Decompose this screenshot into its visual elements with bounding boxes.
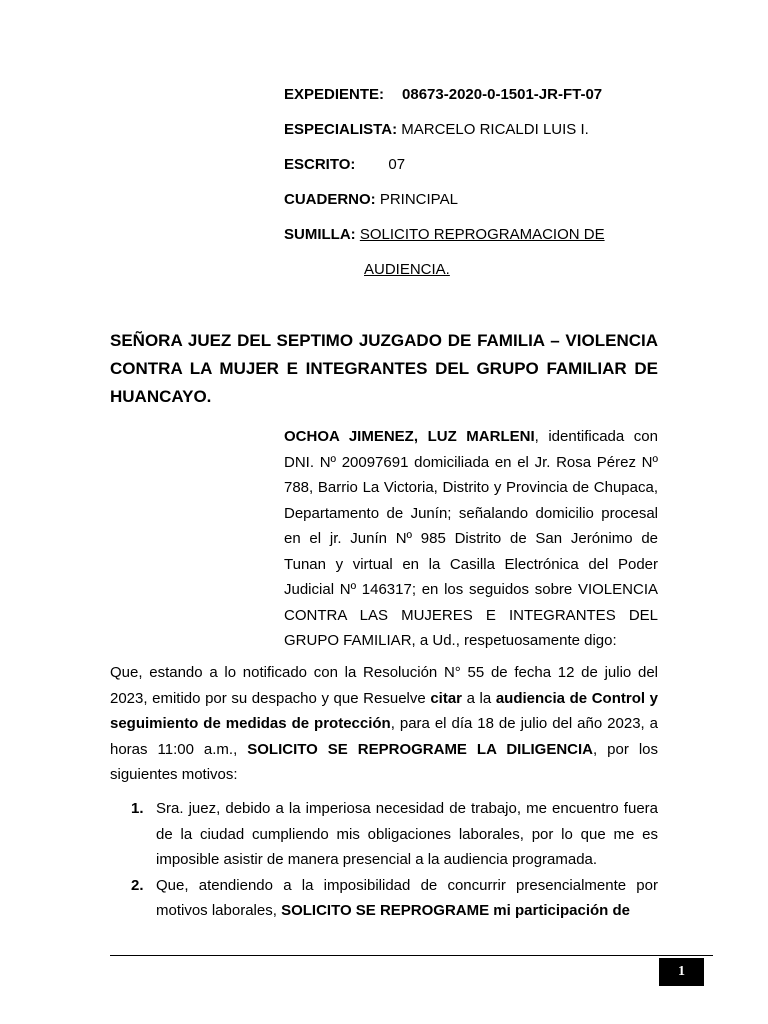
especialista-label: ESPECIALISTA: (284, 121, 398, 138)
footer-divider (110, 955, 713, 956)
sumilla-value-line1: SOLICITO REPROGRAMACION DE (359, 226, 605, 243)
escrito-value: 07 (388, 156, 406, 173)
case-header (284, 86, 704, 296)
reasons-list (110, 796, 658, 924)
expediente-label: EXPEDIENTE: (284, 86, 385, 103)
body-bold-citar: citar (430, 689, 463, 707)
list-text: Que, atendiendo a la imposibilidad de concurrir presencialmente por motivos laborales, (156, 876, 658, 919)
list-text: Sra. juez, debido a la imperiosa necesidad de trabajo, me encuentro fuera de la ciudad cumpliendo mis obligaciones laborales, por lo que me es imposible asistir de manera presencial a la audiencia programada. (156, 800, 658, 868)
especialista-row (284, 121, 704, 156)
body-bold-audiencia: audiencia de Control y seguimiento de medidas de protección (110, 689, 658, 732)
list-item (110, 796, 658, 873)
list-item (110, 873, 658, 924)
sumilla-row (284, 226, 704, 261)
list-bold-text: SOLICITO SE REPROGRAME mi participación de (281, 902, 631, 919)
expediente-row (284, 86, 704, 121)
petitioner-name: OCHOA JIMENEZ, LUZ MARLENI (284, 428, 535, 445)
sumilla-value-line2: AUDIENCIA. (364, 261, 450, 278)
cuaderno-row (284, 191, 704, 226)
identification-text: , identificada con DNI. Nº 20097691 domiciliada en el Jr. Rosa Pérez Nº 788, Barrio La Victoria, Distrito y Provincia de Chupaca, Departamento de Junín; señalando domicilio procesal en el jr. Junín Nº 985 Distrito de San Jerónimo de Tunan y virtual en la Casilla Electrónica del Poder Judicial Nº 146317; en los seguidos sobre VIOLENCIA CONTRA LAS MUJERES E INTEGRANTES DEL GRUPO FAMILIAR, a Ud., respetuosamente digo: (284, 428, 658, 649)
escrito-row (284, 156, 704, 191)
document-title: SEÑORA JUEZ DEL SEPTIMO JUZGADO DE FAMILIA – VIOLENCIA CONTRA LA MUJER E INTEGRANTES DEL GRUPO FAMILIAR DE HUANCAYO. (110, 331, 658, 406)
identification-paragraph (284, 424, 658, 654)
sumilla-row-2 (284, 261, 704, 296)
body-text-2: a la (462, 689, 496, 707)
especialista-value: MARCELO RICALDI LUIS I. (401, 121, 589, 138)
body-bold-solicito: SOLICITO SE REPROGRAME LA DILIGENCIA (247, 740, 594, 758)
escrito-label: ESCRITO: (284, 156, 356, 173)
body-text-3: , para el día 18 de julio del año 2023, a horas 11:00 a.m., (110, 715, 659, 758)
body-paragraph (110, 660, 658, 788)
cuaderno-label: CUADERNO: (284, 191, 376, 208)
page-number: 1 (659, 958, 704, 986)
body-text-1: Que, estando a lo notificado con la Resolución N° 55 de fecha 12 de julio del 2023, emitido por su despacho y que Resuelve (110, 664, 658, 707)
body-text-4: , por los siguientes motivos: (110, 740, 658, 783)
cuaderno-value: PRINCIPAL (379, 191, 458, 208)
list-number: 2. (131, 876, 144, 894)
sumilla-label: SUMILLA: (284, 226, 356, 243)
expediente-value: 08673-2020-0-1501-JR-FT-07 (402, 86, 603, 103)
list-number: 1. (131, 800, 144, 817)
